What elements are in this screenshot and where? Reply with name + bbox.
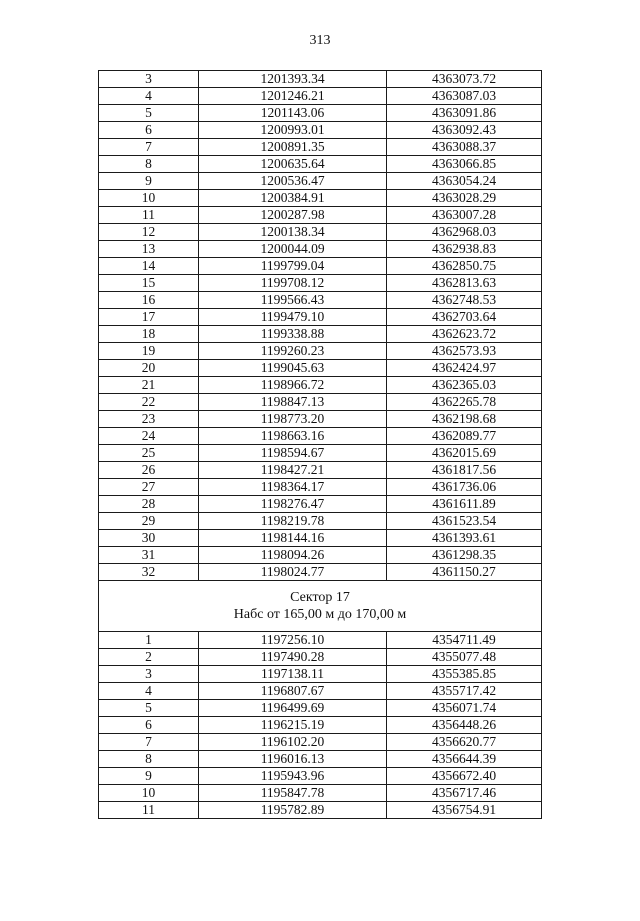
point-number-cell: 13	[99, 241, 199, 258]
point-number-cell: 16	[99, 292, 199, 309]
table-row	[99, 734, 542, 751]
table-row	[99, 564, 542, 581]
y-coordinate-cell: 4355077.48	[387, 649, 542, 666]
table-row	[99, 224, 542, 241]
y-coordinate-cell: 4356672.40	[387, 768, 542, 785]
x-coordinate-cell: 1196102.20	[199, 734, 387, 751]
x-coordinate-cell: 1195782.89	[199, 802, 387, 819]
section-header	[99, 581, 542, 632]
x-coordinate-cell: 1198966.72	[199, 377, 387, 394]
point-number-cell: 12	[99, 224, 199, 241]
point-number-cell: 10	[99, 785, 199, 802]
x-coordinate-cell: 1198663.16	[199, 428, 387, 445]
table-row	[99, 479, 542, 496]
y-coordinate-cell: 4361736.06	[387, 479, 542, 496]
point-number-cell: 15	[99, 275, 199, 292]
x-coordinate-cell: 1195847.78	[199, 785, 387, 802]
x-coordinate-cell: 1200287.98	[199, 207, 387, 224]
point-number-cell: 5	[99, 105, 199, 122]
y-coordinate-cell: 4363088.37	[387, 139, 542, 156]
table-row	[99, 751, 542, 768]
point-number-cell: 30	[99, 530, 199, 547]
table-row	[99, 88, 542, 105]
table-row	[99, 683, 542, 700]
y-coordinate-cell: 4362703.64	[387, 309, 542, 326]
table-row	[99, 411, 542, 428]
x-coordinate-cell: 1195943.96	[199, 768, 387, 785]
x-coordinate-cell: 1200384.91	[199, 190, 387, 207]
table-row	[99, 190, 542, 207]
y-coordinate-cell: 4362968.03	[387, 224, 542, 241]
point-number-cell: 14	[99, 258, 199, 275]
point-number-cell: 22	[99, 394, 199, 411]
x-coordinate-cell: 1200635.64	[199, 156, 387, 173]
table-row	[99, 258, 542, 275]
table-row	[99, 445, 542, 462]
y-coordinate-cell: 4362365.03	[387, 377, 542, 394]
section-header-row	[99, 581, 542, 632]
point-number-cell: 31	[99, 547, 199, 564]
point-number-cell: 25	[99, 445, 199, 462]
y-coordinate-cell: 4362813.63	[387, 275, 542, 292]
y-coordinate-cell: 4363092.43	[387, 122, 542, 139]
point-number-cell: 8	[99, 751, 199, 768]
table-row	[99, 785, 542, 802]
x-coordinate-cell: 1200891.35	[199, 139, 387, 156]
x-coordinate-cell: 1198847.13	[199, 394, 387, 411]
point-number-cell: 4	[99, 683, 199, 700]
x-coordinate-cell: 1198024.77	[199, 564, 387, 581]
x-coordinate-cell: 1199338.88	[199, 326, 387, 343]
y-coordinate-cell: 4363054.24	[387, 173, 542, 190]
x-coordinate-cell: 1199045.63	[199, 360, 387, 377]
y-coordinate-cell: 4363091.86	[387, 105, 542, 122]
point-number-cell: 9	[99, 768, 199, 785]
table-row	[99, 428, 542, 445]
x-coordinate-cell: 1201393.34	[199, 71, 387, 88]
point-number-cell: 17	[99, 309, 199, 326]
page-number: 313	[309, 33, 331, 48]
y-coordinate-cell: 4363087.03	[387, 88, 542, 105]
point-number-cell: 32	[99, 564, 199, 581]
table-row	[99, 343, 542, 360]
point-number-cell: 6	[99, 122, 199, 139]
table-row	[99, 768, 542, 785]
table-row	[99, 666, 542, 683]
y-coordinate-cell: 4362089.77	[387, 428, 542, 445]
x-coordinate-cell: 1200536.47	[199, 173, 387, 190]
table-row	[99, 377, 542, 394]
table-row	[99, 326, 542, 343]
y-coordinate-cell: 4361393.61	[387, 530, 542, 547]
x-coordinate-cell: 1199479.10	[199, 309, 387, 326]
table-row	[99, 394, 542, 411]
y-coordinate-cell: 4361150.27	[387, 564, 542, 581]
x-coordinate-cell: 1200138.34	[199, 224, 387, 241]
y-coordinate-cell: 4363066.85	[387, 156, 542, 173]
point-number-cell: 4	[99, 88, 199, 105]
table-body-bottom	[99, 632, 542, 819]
y-coordinate-cell: 4362424.97	[387, 360, 542, 377]
x-coordinate-cell: 1198427.21	[199, 462, 387, 479]
y-coordinate-cell: 4361611.89	[387, 496, 542, 513]
section-header-body	[99, 581, 542, 632]
point-number-cell: 27	[99, 479, 199, 496]
point-number-cell: 10	[99, 190, 199, 207]
point-number-cell: 19	[99, 343, 199, 360]
table-row	[99, 496, 542, 513]
table-row	[99, 207, 542, 224]
y-coordinate-cell: 4355385.85	[387, 666, 542, 683]
x-coordinate-cell: 1196499.69	[199, 700, 387, 717]
y-coordinate-cell: 4356620.77	[387, 734, 542, 751]
x-coordinate-cell: 1198144.16	[199, 530, 387, 547]
point-number-cell: 8	[99, 156, 199, 173]
point-number-cell: 18	[99, 326, 199, 343]
x-coordinate-cell: 1197256.10	[199, 632, 387, 649]
point-number-cell: 21	[99, 377, 199, 394]
x-coordinate-cell: 1198094.26	[199, 547, 387, 564]
point-number-cell: 3	[99, 71, 199, 88]
x-coordinate-cell: 1196215.19	[199, 717, 387, 734]
table-row	[99, 360, 542, 377]
y-coordinate-cell: 4356717.46	[387, 785, 542, 802]
table-row	[99, 71, 542, 88]
y-coordinate-cell: 4362015.69	[387, 445, 542, 462]
point-number-cell: 2	[99, 649, 199, 666]
x-coordinate-cell: 1198773.20	[199, 411, 387, 428]
table-row	[99, 275, 542, 292]
table-row	[99, 309, 542, 326]
x-coordinate-cell: 1200993.01	[199, 122, 387, 139]
y-coordinate-cell: 4362850.75	[387, 258, 542, 275]
table-row	[99, 156, 542, 173]
point-number-cell: 23	[99, 411, 199, 428]
point-number-cell: 7	[99, 139, 199, 156]
x-coordinate-cell: 1199799.04	[199, 258, 387, 275]
x-coordinate-cell: 1199260.23	[199, 343, 387, 360]
y-coordinate-cell: 4362623.72	[387, 326, 542, 343]
point-number-cell: 20	[99, 360, 199, 377]
y-coordinate-cell: 4361523.54	[387, 513, 542, 530]
y-coordinate-cell: 4363028.29	[387, 190, 542, 207]
x-coordinate-cell: 1201143.06	[199, 105, 387, 122]
point-number-cell: 11	[99, 207, 199, 224]
y-coordinate-cell: 4361817.56	[387, 462, 542, 479]
table-row	[99, 530, 542, 547]
point-number-cell: 11	[99, 802, 199, 819]
y-coordinate-cell: 4363007.28	[387, 207, 542, 224]
y-coordinate-cell: 4362938.83	[387, 241, 542, 258]
table-row	[99, 462, 542, 479]
table-row	[99, 717, 542, 734]
x-coordinate-cell: 1196807.67	[199, 683, 387, 700]
y-coordinate-cell: 4362265.78	[387, 394, 542, 411]
x-coordinate-cell: 1198594.67	[199, 445, 387, 462]
table-row	[99, 700, 542, 717]
y-coordinate-cell: 4355717.42	[387, 683, 542, 700]
x-coordinate-cell: 1198364.17	[199, 479, 387, 496]
x-coordinate-cell: 1201246.21	[199, 88, 387, 105]
point-number-cell: 29	[99, 513, 199, 530]
table-row	[99, 632, 542, 649]
section-subtitle: Набс от 165,00 м до 170,00 м	[233, 607, 407, 622]
x-coordinate-cell: 1198276.47	[199, 496, 387, 513]
point-number-cell: 26	[99, 462, 199, 479]
table-row	[99, 649, 542, 666]
point-number-cell: 7	[99, 734, 199, 751]
x-coordinate-cell: 1200044.09	[199, 241, 387, 258]
y-coordinate-cell: 4356754.91	[387, 802, 542, 819]
x-coordinate-cell: 1199566.43	[199, 292, 387, 309]
point-number-cell: 6	[99, 717, 199, 734]
point-number-cell: 9	[99, 173, 199, 190]
point-number-cell: 1	[99, 632, 199, 649]
y-coordinate-cell: 4356071.74	[387, 700, 542, 717]
table-row	[99, 139, 542, 156]
table-row	[99, 241, 542, 258]
point-number-cell: 3	[99, 666, 199, 683]
y-coordinate-cell: 4356644.39	[387, 751, 542, 768]
table-row	[99, 292, 542, 309]
table-row	[99, 547, 542, 564]
y-coordinate-cell: 4356448.26	[387, 717, 542, 734]
y-coordinate-cell: 4362748.53	[387, 292, 542, 309]
table-row	[99, 802, 542, 819]
y-coordinate-cell: 4354711.49	[387, 632, 542, 649]
coordinates-table	[98, 70, 542, 819]
point-number-cell: 28	[99, 496, 199, 513]
x-coordinate-cell: 1199708.12	[199, 275, 387, 292]
y-coordinate-cell: 4362198.68	[387, 411, 542, 428]
x-coordinate-cell: 1196016.13	[199, 751, 387, 768]
point-number-cell: 24	[99, 428, 199, 445]
y-coordinate-cell: 4363073.72	[387, 71, 542, 88]
x-coordinate-cell: 1197138.11	[199, 666, 387, 683]
y-coordinate-cell: 4361298.35	[387, 547, 542, 564]
table-body-top	[99, 71, 542, 581]
table-row	[99, 513, 542, 530]
section-title: Сектор 17	[290, 590, 350, 605]
x-coordinate-cell: 1197490.28	[199, 649, 387, 666]
table-row	[99, 122, 542, 139]
table-row	[99, 105, 542, 122]
y-coordinate-cell: 4362573.93	[387, 343, 542, 360]
point-number-cell: 5	[99, 700, 199, 717]
table-row	[99, 173, 542, 190]
x-coordinate-cell: 1198219.78	[199, 513, 387, 530]
